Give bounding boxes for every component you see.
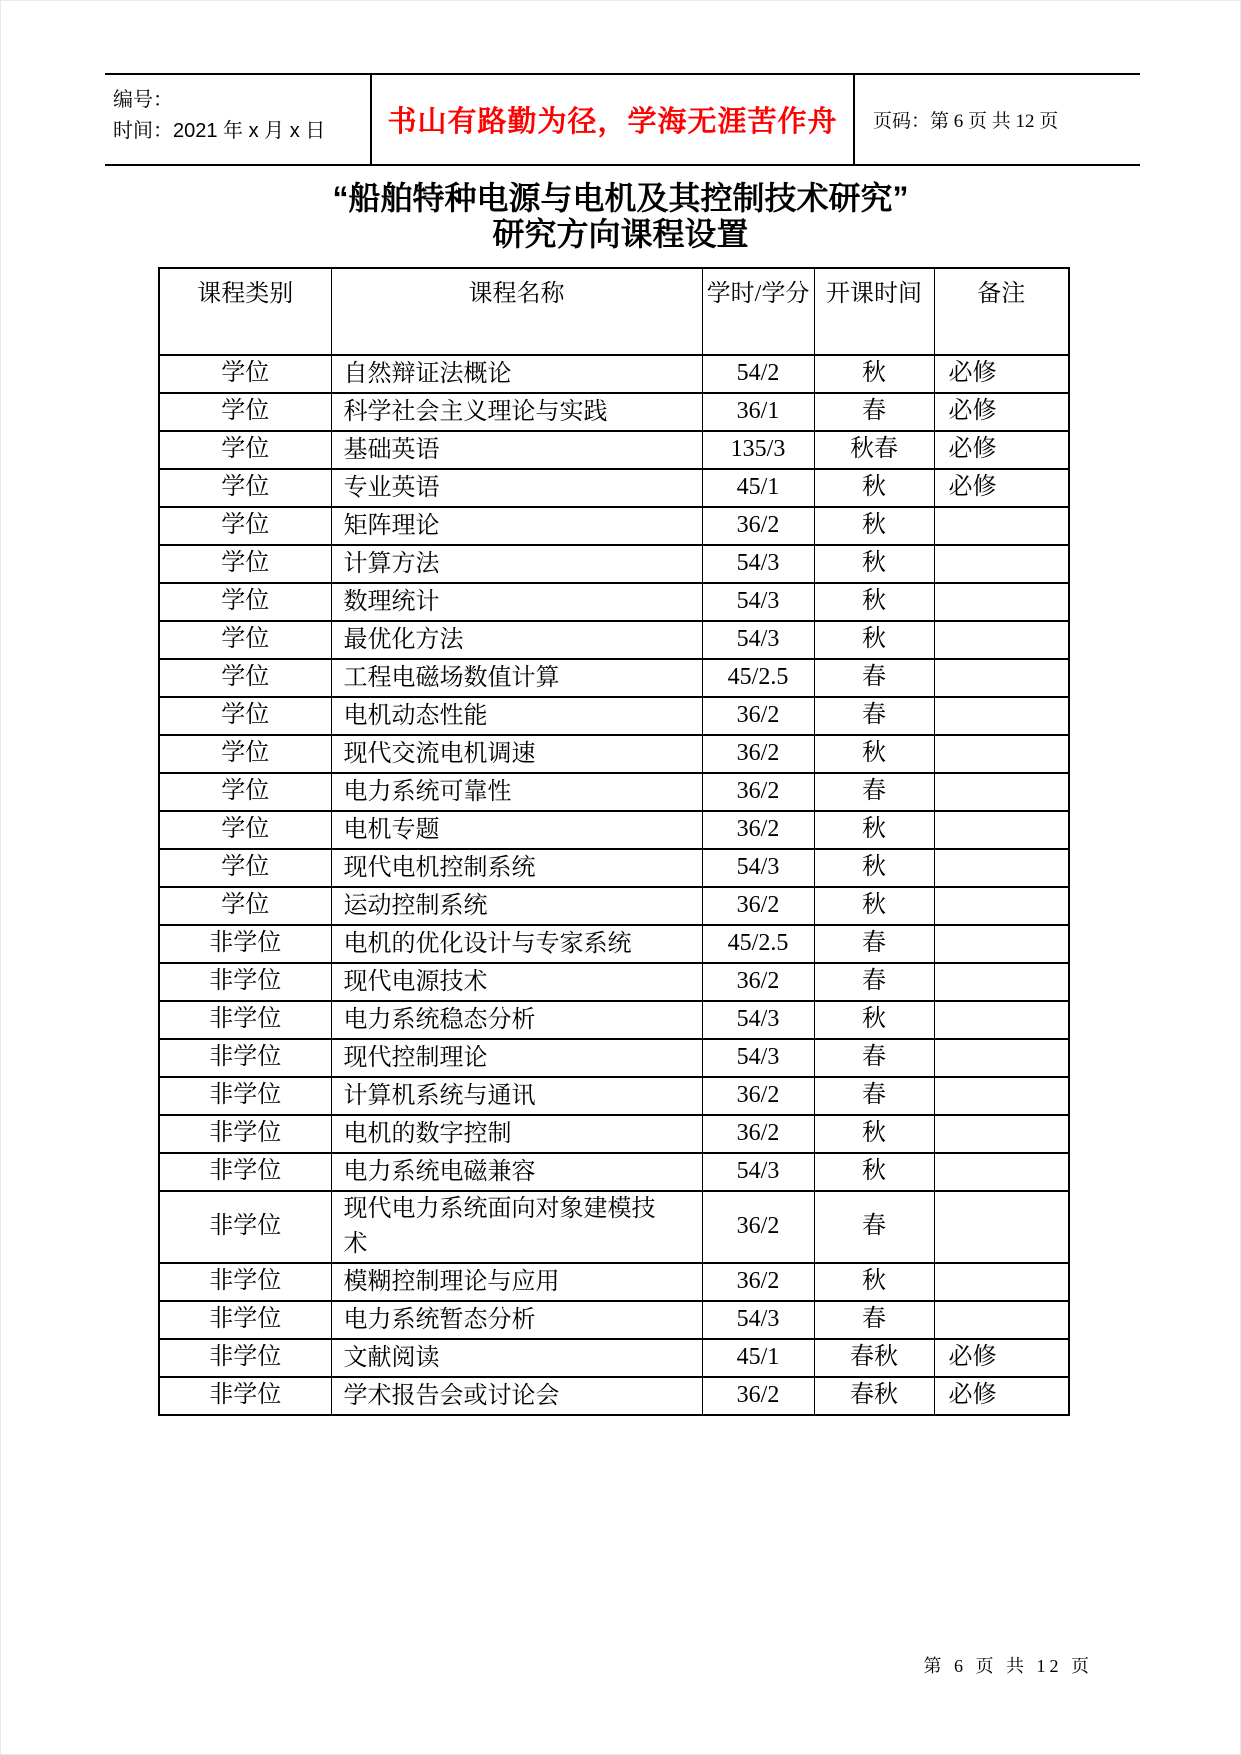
cell-category	[159, 1263, 331, 1301]
cell-semester	[814, 925, 934, 963]
cell-course-name	[331, 1377, 702, 1415]
cell-category	[159, 811, 331, 849]
cell-category-text: 非学位	[209, 1306, 282, 1333]
cell-semester	[814, 963, 934, 1001]
cell-semester	[814, 583, 934, 621]
cell-semester-text: 春	[862, 1213, 886, 1240]
table-row	[159, 1039, 1069, 1077]
cell-course-name-text: 学术报告会或讨论会	[343, 1382, 560, 1409]
page-number-footer: 第 6 页 共 12 页	[923, 1656, 1093, 1676]
cell-hours-credits	[702, 1339, 814, 1377]
cell-semester	[814, 1001, 934, 1039]
cell-course-name	[331, 1301, 702, 1339]
cell-note-text: 必修	[948, 398, 997, 425]
cell-category	[159, 545, 331, 583]
table-row	[159, 1077, 1069, 1115]
course-table	[158, 267, 1070, 1416]
cell-category	[159, 355, 331, 393]
cell-course-name-text: 电力系统可靠性	[343, 778, 512, 805]
cell-semester-text: 秋	[862, 588, 886, 615]
cell-category-text: 学位	[221, 474, 270, 501]
cell-category	[159, 431, 331, 469]
cell-hours-credits	[702, 1001, 814, 1039]
table-row	[159, 355, 1069, 393]
cell-course-name	[331, 545, 702, 583]
cell-course-name-text: 电机动态性能	[343, 702, 488, 729]
cell-note	[934, 1191, 1069, 1263]
cell-category-text: 学位	[221, 360, 270, 387]
cell-note-text: 必修	[948, 360, 997, 387]
cell-category	[159, 735, 331, 773]
document-title	[0, 180, 1241, 252]
cell-course-name-text: 基础英语	[343, 436, 440, 463]
cell-course-name	[331, 1039, 702, 1077]
cell-hours-credits	[702, 773, 814, 811]
cell-hours-credits-text: 54/2	[736, 360, 780, 387]
cell-category-text: 学位	[221, 588, 270, 615]
cell-category	[159, 1001, 331, 1039]
cell-course-name-text: 现代电源技术	[343, 968, 488, 995]
cell-hours-credits	[702, 659, 814, 697]
cell-semester	[814, 621, 934, 659]
cell-course-name	[331, 355, 702, 393]
cell-course-name	[331, 659, 702, 697]
header-page-info: 页码：第 6 页 共 12 页	[873, 111, 1059, 132]
cell-hours-credits	[702, 887, 814, 925]
cell-hours-credits	[702, 545, 814, 583]
cell-hours-credits	[702, 1301, 814, 1339]
cell-category	[159, 1377, 331, 1415]
cell-course-name	[331, 393, 702, 431]
cell-course-name	[331, 1077, 702, 1115]
cell-note-text: 必修	[948, 1382, 997, 1409]
column-header-semester-text: 开课时间	[826, 281, 922, 307]
cell-semester-text: 秋	[862, 512, 886, 539]
cell-note	[934, 469, 1069, 507]
cell-hours-credits	[702, 1377, 814, 1415]
cell-course-name-text: 电机专题	[343, 816, 440, 843]
table-row	[159, 1263, 1069, 1301]
cell-hours-credits	[702, 431, 814, 469]
title-line-2: 研究方向课程设置	[492, 216, 749, 252]
cell-hours-credits	[702, 1191, 814, 1263]
column-header-semester	[814, 268, 934, 355]
cell-semester-text: 秋	[862, 740, 886, 767]
cell-hours-credits-text: 36/2	[736, 1382, 780, 1409]
cell-hours-credits-text: 36/2	[736, 816, 780, 843]
table-row	[159, 925, 1069, 963]
cell-category	[159, 773, 331, 811]
cell-note	[934, 1301, 1069, 1339]
cell-hours-credits	[702, 393, 814, 431]
cell-note	[934, 887, 1069, 925]
cell-semester-text: 秋	[862, 816, 886, 843]
cell-semester	[814, 431, 934, 469]
cell-category	[159, 697, 331, 735]
cell-semester-text: 秋	[862, 550, 886, 577]
header-date-label: 时间：2021 年 x 月 x 日	[113, 120, 326, 142]
cell-hours-credits	[702, 1115, 814, 1153]
cell-category-text: 学位	[221, 436, 270, 463]
cell-course-name-text: 文献阅读	[343, 1344, 440, 1371]
cell-hours-credits	[702, 963, 814, 1001]
cell-category	[159, 1077, 331, 1115]
cell-hours-credits	[702, 1153, 814, 1191]
cell-course-name	[331, 1263, 702, 1301]
cell-course-name	[331, 849, 702, 887]
cell-note	[934, 735, 1069, 773]
cell-note-text: 必修	[948, 436, 997, 463]
cell-hours-credits	[702, 735, 814, 773]
cell-hours-credits-text: 45/1	[736, 474, 780, 501]
cell-course-name	[331, 507, 702, 545]
cell-course-name-text: 运动控制系统	[343, 892, 488, 919]
cell-hours-credits	[702, 811, 814, 849]
cell-category-text: 非学位	[209, 1382, 282, 1409]
cell-category-text: 非学位	[209, 1006, 282, 1033]
cell-category-text: 学位	[221, 702, 270, 729]
cell-category-text: 非学位	[209, 930, 282, 957]
cell-category-text: 非学位	[209, 1213, 282, 1240]
table-row	[159, 697, 1069, 735]
cell-course-name	[331, 1115, 702, 1153]
cell-course-name	[331, 1339, 702, 1377]
cell-semester	[814, 735, 934, 773]
cell-semester	[814, 469, 934, 507]
cell-category-text: 学位	[221, 626, 270, 653]
cell-category	[159, 1039, 331, 1077]
cell-hours-credits	[702, 1039, 814, 1077]
cell-note	[934, 1115, 1069, 1153]
cell-category	[159, 1191, 331, 1263]
cell-semester	[814, 697, 934, 735]
cell-semester-text: 春	[862, 1306, 886, 1333]
table-row	[159, 773, 1069, 811]
cell-category-text: 学位	[221, 512, 270, 539]
cell-category	[159, 583, 331, 621]
cell-course-name-text: 工程电磁场数值计算	[343, 664, 560, 691]
table-row	[159, 431, 1069, 469]
cell-semester	[814, 393, 934, 431]
cell-category	[159, 659, 331, 697]
cell-note	[934, 849, 1069, 887]
cell-category	[159, 963, 331, 1001]
cell-category-text: 非学位	[209, 1158, 282, 1185]
cell-note	[934, 1077, 1069, 1115]
column-header-category-text: 课程类别	[197, 281, 294, 307]
cell-course-name-text: 电机的数字控制	[343, 1120, 512, 1147]
table-row	[159, 1115, 1069, 1153]
cell-semester-text: 秋	[862, 854, 886, 881]
header-number-label: 编号：	[113, 89, 173, 111]
column-header-course-name-text: 课程名称	[468, 281, 565, 307]
cell-hours-credits-text: 54/3	[736, 1158, 780, 1185]
cell-hours-credits	[702, 849, 814, 887]
cell-course-name-text: 自然辩证法概论	[343, 360, 512, 387]
cell-course-name-text: 最优化方法	[343, 626, 464, 653]
cell-hours-credits-text: 54/3	[736, 1044, 780, 1071]
cell-course-name	[331, 583, 702, 621]
cell-semester-text: 春	[862, 398, 886, 425]
cell-hours-credits	[702, 355, 814, 393]
cell-hours-credits	[702, 1077, 814, 1115]
cell-hours-credits	[702, 507, 814, 545]
column-header-hours-credits	[702, 268, 814, 355]
header-motto: 书山有路勤为径，学海无涯苦作舟	[370, 75, 855, 164]
table-row	[159, 507, 1069, 545]
cell-semester-text: 秋	[862, 360, 886, 387]
cell-hours-credits-text: 54/3	[736, 854, 780, 881]
cell-hours-credits-text: 36/2	[736, 892, 780, 919]
cell-note	[934, 545, 1069, 583]
cell-course-name	[331, 1153, 702, 1191]
cell-category	[159, 507, 331, 545]
cell-semester-text: 春	[862, 778, 886, 805]
cell-course-name	[331, 1191, 702, 1263]
cell-category-text: 学位	[221, 398, 270, 425]
table-header-row	[159, 268, 1069, 355]
cell-hours-credits-text: 36/2	[736, 512, 780, 539]
cell-hours-credits-text: 36/1	[736, 398, 780, 425]
cell-course-name-text: 现代电力系统面向对象建模技术	[343, 1195, 656, 1257]
cell-note	[934, 583, 1069, 621]
table-row	[159, 1377, 1069, 1415]
table-row	[159, 659, 1069, 697]
table-row	[159, 1191, 1069, 1263]
cell-hours-credits-text: 54/3	[736, 1006, 780, 1033]
cell-course-name-text: 计算方法	[343, 550, 440, 577]
table-row	[159, 811, 1069, 849]
cell-hours-credits	[702, 621, 814, 659]
cell-hours-credits-text: 36/2	[736, 778, 780, 805]
table-row	[159, 393, 1069, 431]
cell-note	[934, 1263, 1069, 1301]
cell-course-name	[331, 925, 702, 963]
table-row	[159, 849, 1069, 887]
cell-hours-credits-text: 45/1	[736, 1344, 780, 1371]
cell-note	[934, 1339, 1069, 1377]
table-row	[159, 887, 1069, 925]
cell-semester	[814, 1377, 934, 1415]
cell-semester	[814, 1191, 934, 1263]
table-row	[159, 1001, 1069, 1039]
cell-category-text: 学位	[221, 778, 270, 805]
cell-semester	[814, 1153, 934, 1191]
cell-course-name	[331, 1001, 702, 1039]
cell-course-name-text: 模糊控制理论与应用	[343, 1268, 560, 1295]
cell-semester	[814, 355, 934, 393]
cell-hours-credits-text: 135/3	[730, 436, 786, 463]
cell-note	[934, 621, 1069, 659]
cell-course-name	[331, 963, 702, 1001]
cell-note	[934, 355, 1069, 393]
table-row	[159, 545, 1069, 583]
cell-semester	[814, 1301, 934, 1339]
cell-category-text: 非学位	[209, 1344, 282, 1371]
cell-note	[934, 925, 1069, 963]
cell-hours-credits-text: 54/3	[736, 588, 780, 615]
cell-category-text: 学位	[221, 664, 270, 691]
cell-hours-credits-text: 54/3	[736, 626, 780, 653]
cell-course-name-text: 专业英语	[343, 474, 440, 501]
cell-hours-credits-text: 36/2	[736, 1213, 780, 1240]
cell-semester-text: 春	[862, 968, 886, 995]
cell-category-text: 学位	[221, 550, 270, 577]
cell-category	[159, 849, 331, 887]
cell-category	[159, 393, 331, 431]
cell-note	[934, 1001, 1069, 1039]
cell-category-text: 学位	[221, 892, 270, 919]
cell-course-name	[331, 773, 702, 811]
cell-category	[159, 469, 331, 507]
cell-course-name	[331, 887, 702, 925]
cell-note	[934, 1153, 1069, 1191]
cell-category-text: 非学位	[209, 968, 282, 995]
cell-note	[934, 811, 1069, 849]
cell-category	[159, 925, 331, 963]
cell-semester-text: 秋春	[850, 436, 898, 463]
cell-semester-text: 春秋	[850, 1382, 898, 1409]
cell-semester-text: 春	[862, 1082, 886, 1109]
cell-category	[159, 1339, 331, 1377]
cell-semester-text: 秋	[862, 626, 886, 653]
cell-course-name-text: 电力系统电磁兼容	[343, 1158, 536, 1185]
cell-hours-credits	[702, 1263, 814, 1301]
table-row	[159, 735, 1069, 773]
cell-category-text: 学位	[221, 816, 270, 843]
title-line-1: “船舶特种电源与电机及其控制技术研究”	[332, 180, 909, 216]
cell-semester-text: 秋	[862, 474, 886, 501]
cell-course-name-text: 电机的优化设计与专家系统	[343, 930, 632, 957]
cell-note	[934, 1039, 1069, 1077]
cell-hours-credits-text: 54/3	[736, 1306, 780, 1333]
cell-hours-credits-text: 36/2	[736, 740, 780, 767]
cell-category-text: 非学位	[209, 1120, 282, 1147]
cell-semester-text: 秋	[862, 1120, 886, 1147]
cell-hours-credits-text: 36/2	[736, 702, 780, 729]
cell-note	[934, 697, 1069, 735]
cell-hours-credits-text: 36/2	[736, 968, 780, 995]
cell-course-name-text: 现代控制理论	[343, 1044, 488, 1071]
column-header-hours-credits-text: 学时/学分	[706, 281, 810, 307]
cell-course-name-text: 科学社会主义理论与实践	[343, 398, 608, 425]
cell-hours-credits	[702, 925, 814, 963]
table-row	[159, 621, 1069, 659]
cell-category-text: 学位	[221, 854, 270, 881]
cell-hours-credits	[702, 469, 814, 507]
cell-category	[159, 1115, 331, 1153]
cell-semester	[814, 887, 934, 925]
cell-category	[159, 887, 331, 925]
cell-semester-text: 春	[862, 930, 886, 957]
table-row	[159, 1339, 1069, 1377]
cell-course-name	[331, 811, 702, 849]
header-number-date-cell	[105, 75, 370, 164]
cell-hours-credits-text: 36/2	[736, 1120, 780, 1147]
cell-note	[934, 431, 1069, 469]
cell-course-name-text: 矩阵理论	[343, 512, 440, 539]
cell-note-text: 必修	[948, 1344, 997, 1371]
cell-category	[159, 621, 331, 659]
cell-note	[934, 659, 1069, 697]
cell-course-name-text: 电力系统暂态分析	[343, 1306, 536, 1333]
cell-category-text: 非学位	[209, 1044, 282, 1071]
cell-hours-credits	[702, 697, 814, 735]
cell-semester	[814, 659, 934, 697]
cell-semester-text: 秋	[862, 1006, 886, 1033]
cell-course-name-text: 数理统计	[343, 588, 440, 615]
table-row	[159, 963, 1069, 1001]
cell-note	[934, 773, 1069, 811]
cell-semester	[814, 1077, 934, 1115]
cell-semester-text: 春	[862, 702, 886, 729]
cell-course-name-text: 计算机系统与通讯	[343, 1082, 536, 1109]
cell-course-name	[331, 469, 702, 507]
cell-semester-text: 春	[862, 664, 886, 691]
cell-semester	[814, 811, 934, 849]
cell-semester	[814, 545, 934, 583]
cell-semester	[814, 507, 934, 545]
cell-hours-credits-text: 45/2.5	[727, 664, 789, 691]
cell-semester-text: 秋	[862, 1268, 886, 1295]
cell-hours-credits-text: 36/2	[736, 1082, 780, 1109]
cell-hours-credits-text: 45/2.5	[727, 930, 789, 957]
cell-hours-credits	[702, 583, 814, 621]
table-row	[159, 1153, 1069, 1191]
cell-hours-credits-text: 36/2	[736, 1268, 780, 1295]
column-header-category	[159, 268, 331, 355]
cell-course-name	[331, 431, 702, 469]
cell-semester	[814, 849, 934, 887]
table-row	[159, 583, 1069, 621]
table-row	[159, 1301, 1069, 1339]
cell-semester	[814, 1039, 934, 1077]
cell-semester-text: 秋	[862, 1158, 886, 1185]
cell-category-text: 非学位	[209, 1268, 282, 1295]
cell-category	[159, 1153, 331, 1191]
document-header	[105, 73, 1140, 166]
cell-category-text: 学位	[221, 740, 270, 767]
cell-semester-text: 春秋	[850, 1344, 898, 1371]
column-header-note-text: 备注	[977, 281, 1026, 307]
cell-category-text: 非学位	[209, 1082, 282, 1109]
cell-course-name-text: 电力系统稳态分析	[343, 1006, 536, 1033]
cell-note	[934, 393, 1069, 431]
cell-semester	[814, 773, 934, 811]
cell-hours-credits-text: 54/3	[736, 550, 780, 577]
table-row	[159, 469, 1069, 507]
course-table-body	[159, 355, 1069, 1415]
column-header-note	[934, 268, 1069, 355]
cell-course-name	[331, 697, 702, 735]
cell-course-name	[331, 735, 702, 773]
cell-category	[159, 1301, 331, 1339]
cell-semester	[814, 1115, 934, 1153]
cell-course-name	[331, 621, 702, 659]
cell-note	[934, 963, 1069, 1001]
cell-course-name-text: 现代电机控制系统	[343, 854, 536, 881]
cell-course-name-text: 现代交流电机调速	[343, 740, 536, 767]
cell-semester-text: 春	[862, 1044, 886, 1071]
cell-semester-text: 秋	[862, 892, 886, 919]
cell-note	[934, 1377, 1069, 1415]
cell-semester	[814, 1263, 934, 1301]
column-header-course-name	[331, 268, 702, 355]
cell-note	[934, 507, 1069, 545]
cell-note-text: 必修	[948, 474, 997, 501]
cell-semester	[814, 1339, 934, 1377]
